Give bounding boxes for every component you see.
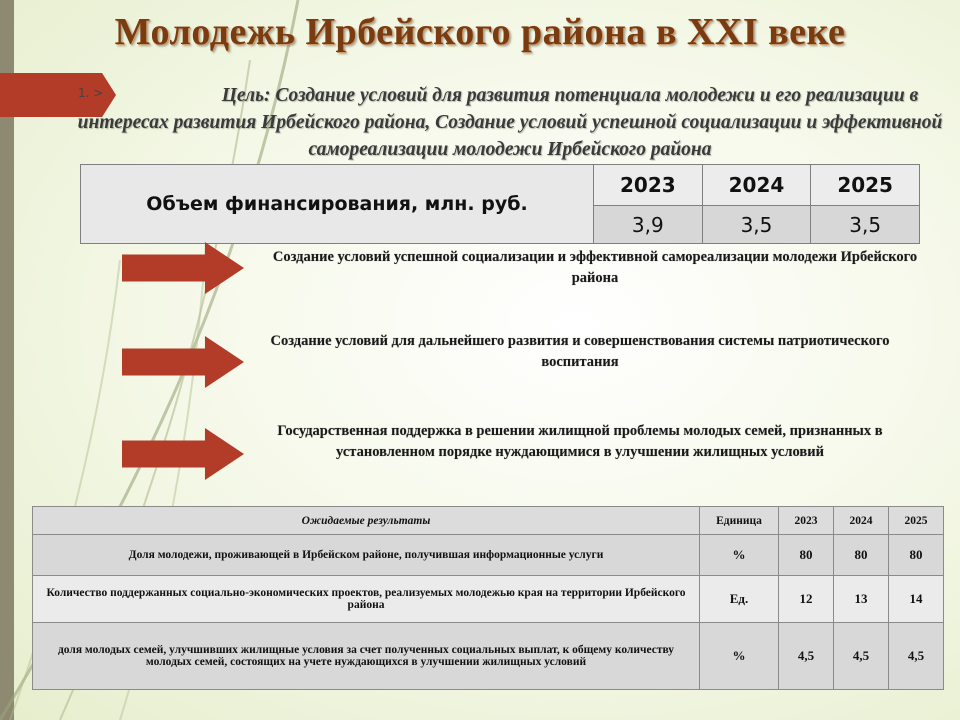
results-header-year: 2023: [779, 507, 834, 535]
result-value: 4,5: [834, 623, 889, 690]
results-header-year: 2024: [834, 507, 889, 535]
result-value: 80: [779, 535, 834, 576]
result-name: Доля молодежи, проживающей в Ирбейском районе, получившая информационные услуги: [33, 535, 700, 576]
funding-year: 2023: [594, 165, 703, 206]
result-value: 13: [834, 576, 889, 623]
direction-item: Создание условий для дальнейшего развития и совершенствования системы патриотического воспитания: [270, 333, 890, 370]
expected-results-table: [32, 506, 944, 690]
funding-year: 2024: [702, 165, 811, 206]
result-name: доля молодых семей, улучшивших жилищные условия за счет полученных социальных выплат, к общему количеству молодых семей, состоящих на учете нуждающихся в улучшении жилищных условий: [33, 623, 700, 690]
slide-marker: 1. >: [78, 86, 104, 100]
funding-label: Объем финансирования, млн. руб.: [81, 165, 594, 244]
results-header-unit: Единица: [700, 507, 779, 535]
funding-table: [80, 164, 920, 244]
table-row: [33, 535, 944, 576]
results-header-year: 2025: [889, 507, 944, 535]
funding-value: 3,5: [702, 206, 811, 244]
funding-value: 3,5: [811, 206, 920, 244]
direction-item: Создание условий успешной социализации и эффективной самореализации молодежи Ирбейского района: [272, 249, 918, 286]
table-row: [33, 576, 944, 623]
table-row: [33, 623, 944, 690]
result-value: 4,5: [889, 623, 944, 690]
result-unit: %: [700, 535, 779, 576]
goal-text: Цель: Создание условий для развития потенциала молодежи и его реализации в интересах развития Ирбейского района, Создание условий успешной социализации и эффективной самореализации молодежи Ирбейского района: [77, 85, 943, 160]
result-value: 4,5: [779, 623, 834, 690]
result-value: 12: [779, 576, 834, 623]
result-name: Количество поддержанных социально-экономических проектов, реализуемых молодежью края на территории Ирбейского района: [33, 576, 700, 623]
result-value: 80: [834, 535, 889, 576]
result-value: 14: [889, 576, 944, 623]
results-header-name: Ожидаемые результаты: [33, 507, 700, 535]
result-unit: Ед.: [700, 576, 779, 623]
direction-item: Государственная поддержка в решении жилищной проблемы молодых семей, признанных в установленном порядке нуждающимися в улучшении жилищных условий: [277, 423, 883, 460]
result-unit: %: [700, 623, 779, 690]
funding-value: 3,9: [594, 206, 703, 244]
funding-year: 2025: [811, 165, 920, 206]
slide-title: Молодежь Ирбейского района в XXI веке: [114, 11, 846, 53]
result-value: 80: [889, 535, 944, 576]
